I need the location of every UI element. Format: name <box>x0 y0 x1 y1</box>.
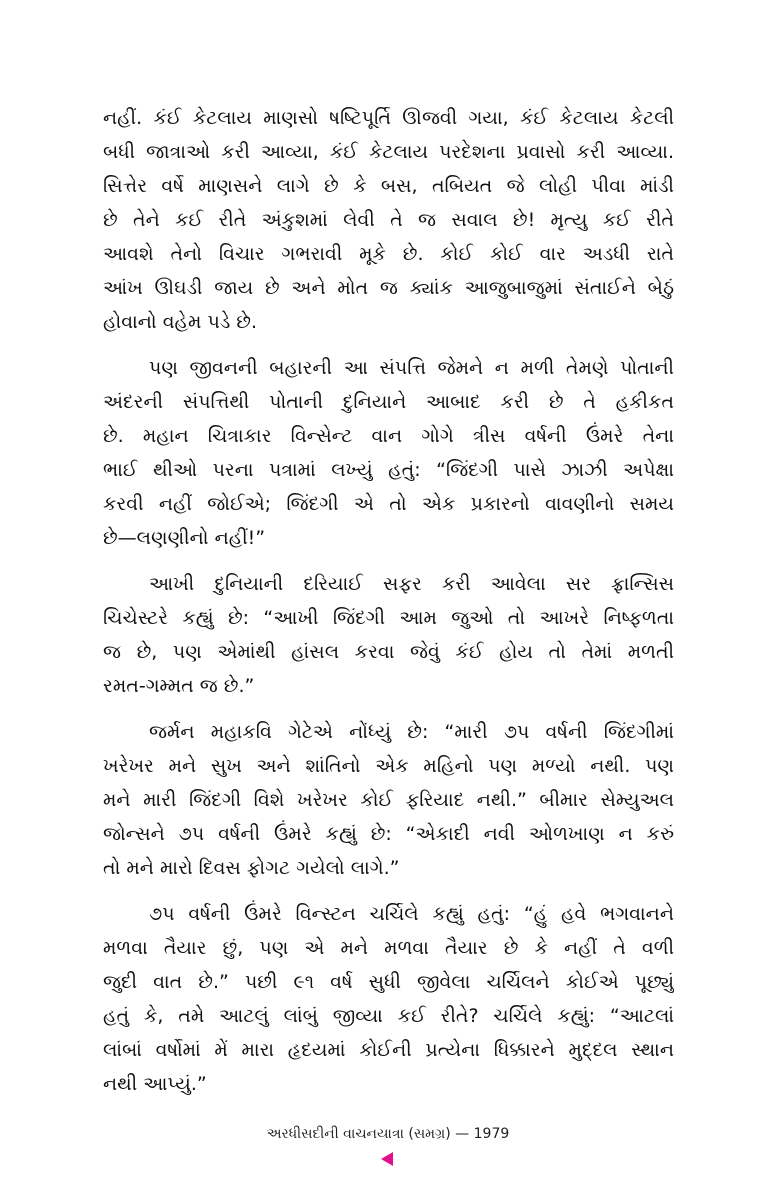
previous-page-arrow-icon[interactable] <box>381 1152 393 1166</box>
text-line: આખી દુનિયાની દરિયાઈ સફર કરી આવેલા સર ફ્રાન્સિસ <box>149 573 674 595</box>
text-line: આવશે તેનો વિચાર ગભરાવી મૂકે છે. કોઈ કોઈ વાર અડધી રાતે <box>103 243 674 265</box>
text-line: ખરેખર મને સુખ અને શાંતિનો એક મહિનો પણ મળ્યો નથી. પણ <box>103 755 674 777</box>
text-line: હોવાનો વહેમ પડે છે. <box>103 311 258 333</box>
text-line: કરવી નહીં જોઈએ; જિંદગી એ તો એક પ્રકારનો વાવણીનો સમય <box>103 493 674 515</box>
paragraph <box>103 351 674 555</box>
text-line: બધી જાત્રાઓ કરી આવ્યા, કંઈ કેટલાય પરદેશના પ્રવાસો કરી આવ્યા. <box>103 141 674 163</box>
text-line: જ છે, પણ એમાંથી હાંસલ કરવા જેવું કંઈ હોય તો તેમાં મળતી <box>103 641 674 663</box>
text-line: તો મને મારો દિવસ ફોગટ ગયેલો લાગે.” <box>103 857 400 879</box>
text-line: રમત-ગમ્મત જ છે.” <box>103 675 255 697</box>
text-line: છે. મહાન ચિત્રાકાર વિન્સેન્ટ વાન ગોગે ત્રીસ વર્ષની ઉંમરે તેના <box>103 425 674 447</box>
text-line: નથી આપ્યું.” <box>103 1073 207 1095</box>
text-line: આંખ ઊઘડી જાય છે અને મોત જ ક્યાંક આજુબાજુમાં સંતાઈને બેઠું <box>103 277 674 299</box>
text-line: ચિચેસ્ટરે કહ્યું છે: “આખી જિંદગી આમ જુઓ તો આખરે નિષ્ફળતા <box>103 607 674 629</box>
paragraph <box>103 897 674 1101</box>
text-line: અંદરની સંપત્તિથી પોતાની દુનિયાને આબાદ કરી છે તે હકીકત <box>103 391 674 413</box>
text-line: જોન્સને ૭પ વર્ષની ઉંમરે કહ્યું છે: “એકાદી નવી ઓળખાણ ન કરું <box>103 823 674 845</box>
page-number: 1979 <box>473 1126 510 1142</box>
text-line: છે તેને કઈ રીતે અંકુશમાં લેવી તે જ સવાલ છે! મૃત્યુ કઈ રીતે <box>103 209 674 231</box>
book-title: અરધીસદીની વાચનયાત્રા (સમગ્ર) <box>266 1126 451 1142</box>
text-line: જર્મન મહાકવિ ગેટેએ નોંધ્યું છે: “મારી ૭પ વર્ષની જિંદગીમાં <box>149 721 674 743</box>
page-footer <box>0 1126 776 1142</box>
paragraph <box>103 101 674 339</box>
text-line: ૭પ વર્ષની ઉંમરે વિન્સ્ટન ચર્ચિલે કહ્યું હતું: “હું હવે ભગવાનને <box>149 903 674 925</box>
text-line: છે—લણણીનો નહીં!” <box>103 527 266 549</box>
footer-separator: — <box>450 1126 474 1142</box>
text-line: લાંબાં વર્ષોમાં મેં મારા હૃદયમાં કોઈની પ્રત્યેના ધિક્કારને મુદ્દલ સ્થાન <box>103 1039 674 1061</box>
text-line: પણ જીવનની બહારની આ સંપત્તિ જેમને ન મળી તેમણે પોતાની <box>149 357 674 379</box>
page-body-text <box>103 101 674 1113</box>
text-line: ભાઈ થીઓ પરના પત્રામાં લખ્યું હતું: “જિંદગી પાસે ઝાઝી અપેક્ષા <box>103 459 674 481</box>
text-line: સિત્તેર વર્ષે માણસને લાગે છે કે બસ, તબિયત જે લોહી પીવા માંડી <box>103 175 674 197</box>
text-line: નહીં. કંઈ કેટલાય માણસો ષષ્ટિપૂર્તિ ઊજવી ગયા, કંઈ કેટલાય કેટલી <box>103 107 674 129</box>
text-line: મળવા તૈયાર છું, પણ એ મને મળવા તૈયાર છે કે નહીં તે વળી <box>103 937 674 959</box>
text-line: મને મારી જિંદગી વિશે ખરેખર કોઈ ફરિયાદ નથી.” બીમાર સેમ્યુઅલ <box>103 789 674 811</box>
text-line: હતું કે, તમે આટલું લાંબું જીવ્યા કઈ રીતે? ચર્ચિલે કહ્યું: “આટલાં <box>103 1005 674 1027</box>
paragraph <box>103 567 674 703</box>
text-line: જુદી વાત છે.” પછી ૯૧ વર્ષ સુધી જીવેલા ચર્ચિલને કોઈએ પૂછ્યું <box>103 971 674 993</box>
paragraph <box>103 715 674 885</box>
